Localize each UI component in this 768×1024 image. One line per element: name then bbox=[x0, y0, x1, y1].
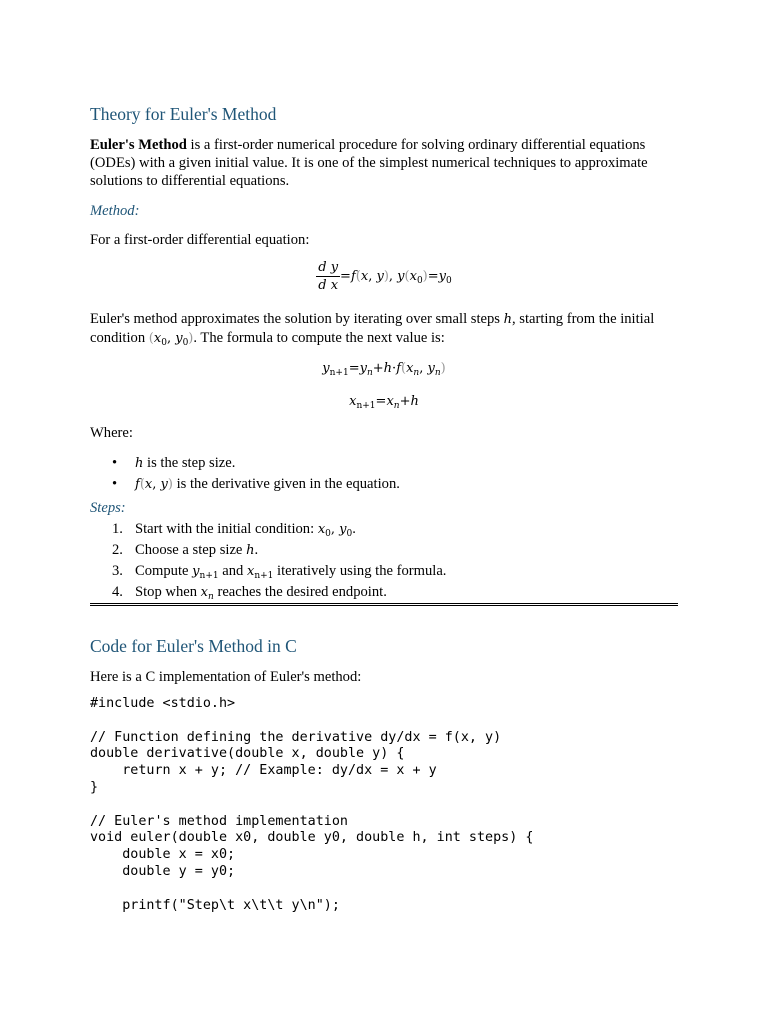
step-text: Compute bbox=[135, 563, 193, 579]
intro-line-3: solutions to differential equations. bbox=[90, 173, 290, 189]
bullet-dot: • bbox=[112, 455, 118, 471]
bullet-text: is the derivative given in the equation. bbox=[172, 476, 400, 492]
euler-desc-part-4: . The formula to compute the next value is: bbox=[193, 330, 445, 346]
euler-desc-part-3: condition bbox=[90, 330, 149, 346]
section-title-theory: Theory for Euler's Method bbox=[90, 104, 277, 124]
initial-condition-math: ($x_0$, $y_0$) bbox=[148, 331, 194, 348]
step-number: 4. bbox=[112, 584, 123, 600]
section-title-code: Code for Euler's Method in C bbox=[90, 636, 297, 656]
c-code-block: #include <stdio.h> // Function defining the derivative dy/dx = f(x, y) double derivative(double x, double y) { return x + y; // Example: dy/dx = x + y } // Euler's method implementation void euler(double x0, double y0, double h, int steps) { double x = x0; double y = y0; printf("Step\t x\t\t y\n"); bbox=[90, 696, 534, 913]
step-number: 1. bbox=[112, 521, 123, 537]
step-number: 3. bbox=[112, 563, 123, 579]
bullet-text: is the step size. bbox=[143, 455, 236, 471]
code-intro: Here is a C implementation of Euler's method: bbox=[90, 669, 362, 685]
step-text-mid: and bbox=[218, 563, 247, 579]
intro-paragraph bbox=[90, 136, 678, 190]
bullet-dot: • bbox=[112, 476, 118, 492]
x-update-formula: $x_{n+1}=x_n+h$ bbox=[349, 394, 419, 411]
ode-equation: $\frac{\text{d y}}{\text{d x}}$ =f(x, y), $y(x_0)=y_0$ bbox=[318, 260, 452, 293]
intro-line-1: is a first-order numerical procedure for solving ordinary differential equations bbox=[186, 137, 646, 153]
y-update-formula: $y_{n+1}=y_n+h\cdot f(x_n$, $y_n$) bbox=[322, 361, 446, 378]
section-divider bbox=[90, 603, 678, 606]
step-symbol-h: h bbox=[503, 312, 512, 327]
step-text: Start with the initial condition: bbox=[135, 521, 318, 537]
step-text-end: . bbox=[352, 521, 356, 537]
euler-desc-part-1: Euler's method approximates the solution by iterating over small steps bbox=[90, 311, 504, 327]
euler-desc-part-2: , starting from the initial bbox=[511, 311, 655, 327]
dy-dx-fraction: $\frac{\text{d y}}{\text{d x}}$ bbox=[318, 260, 339, 293]
method-heading: Method: bbox=[90, 203, 140, 219]
step-text-end: iteratively using the formula. bbox=[273, 563, 447, 579]
where-label: Where: bbox=[90, 425, 133, 441]
euler-description bbox=[90, 310, 678, 348]
step-text: Choose a step size bbox=[135, 542, 247, 558]
steps-heading: Steps: bbox=[90, 500, 126, 516]
intro-bold-term: Euler's Method bbox=[90, 137, 187, 153]
method-text: For a first-order differential equation: bbox=[90, 232, 310, 248]
step-text-end: . bbox=[254, 542, 259, 558]
step-number: 2. bbox=[112, 542, 123, 558]
step-text-end: reaches the desired endpoint. bbox=[213, 584, 387, 600]
step-text: Stop when bbox=[135, 584, 201, 600]
intro-line-2: (ODEs) with a given initial value. It is one of the simplest numerical techniques to approximate bbox=[90, 155, 648, 171]
